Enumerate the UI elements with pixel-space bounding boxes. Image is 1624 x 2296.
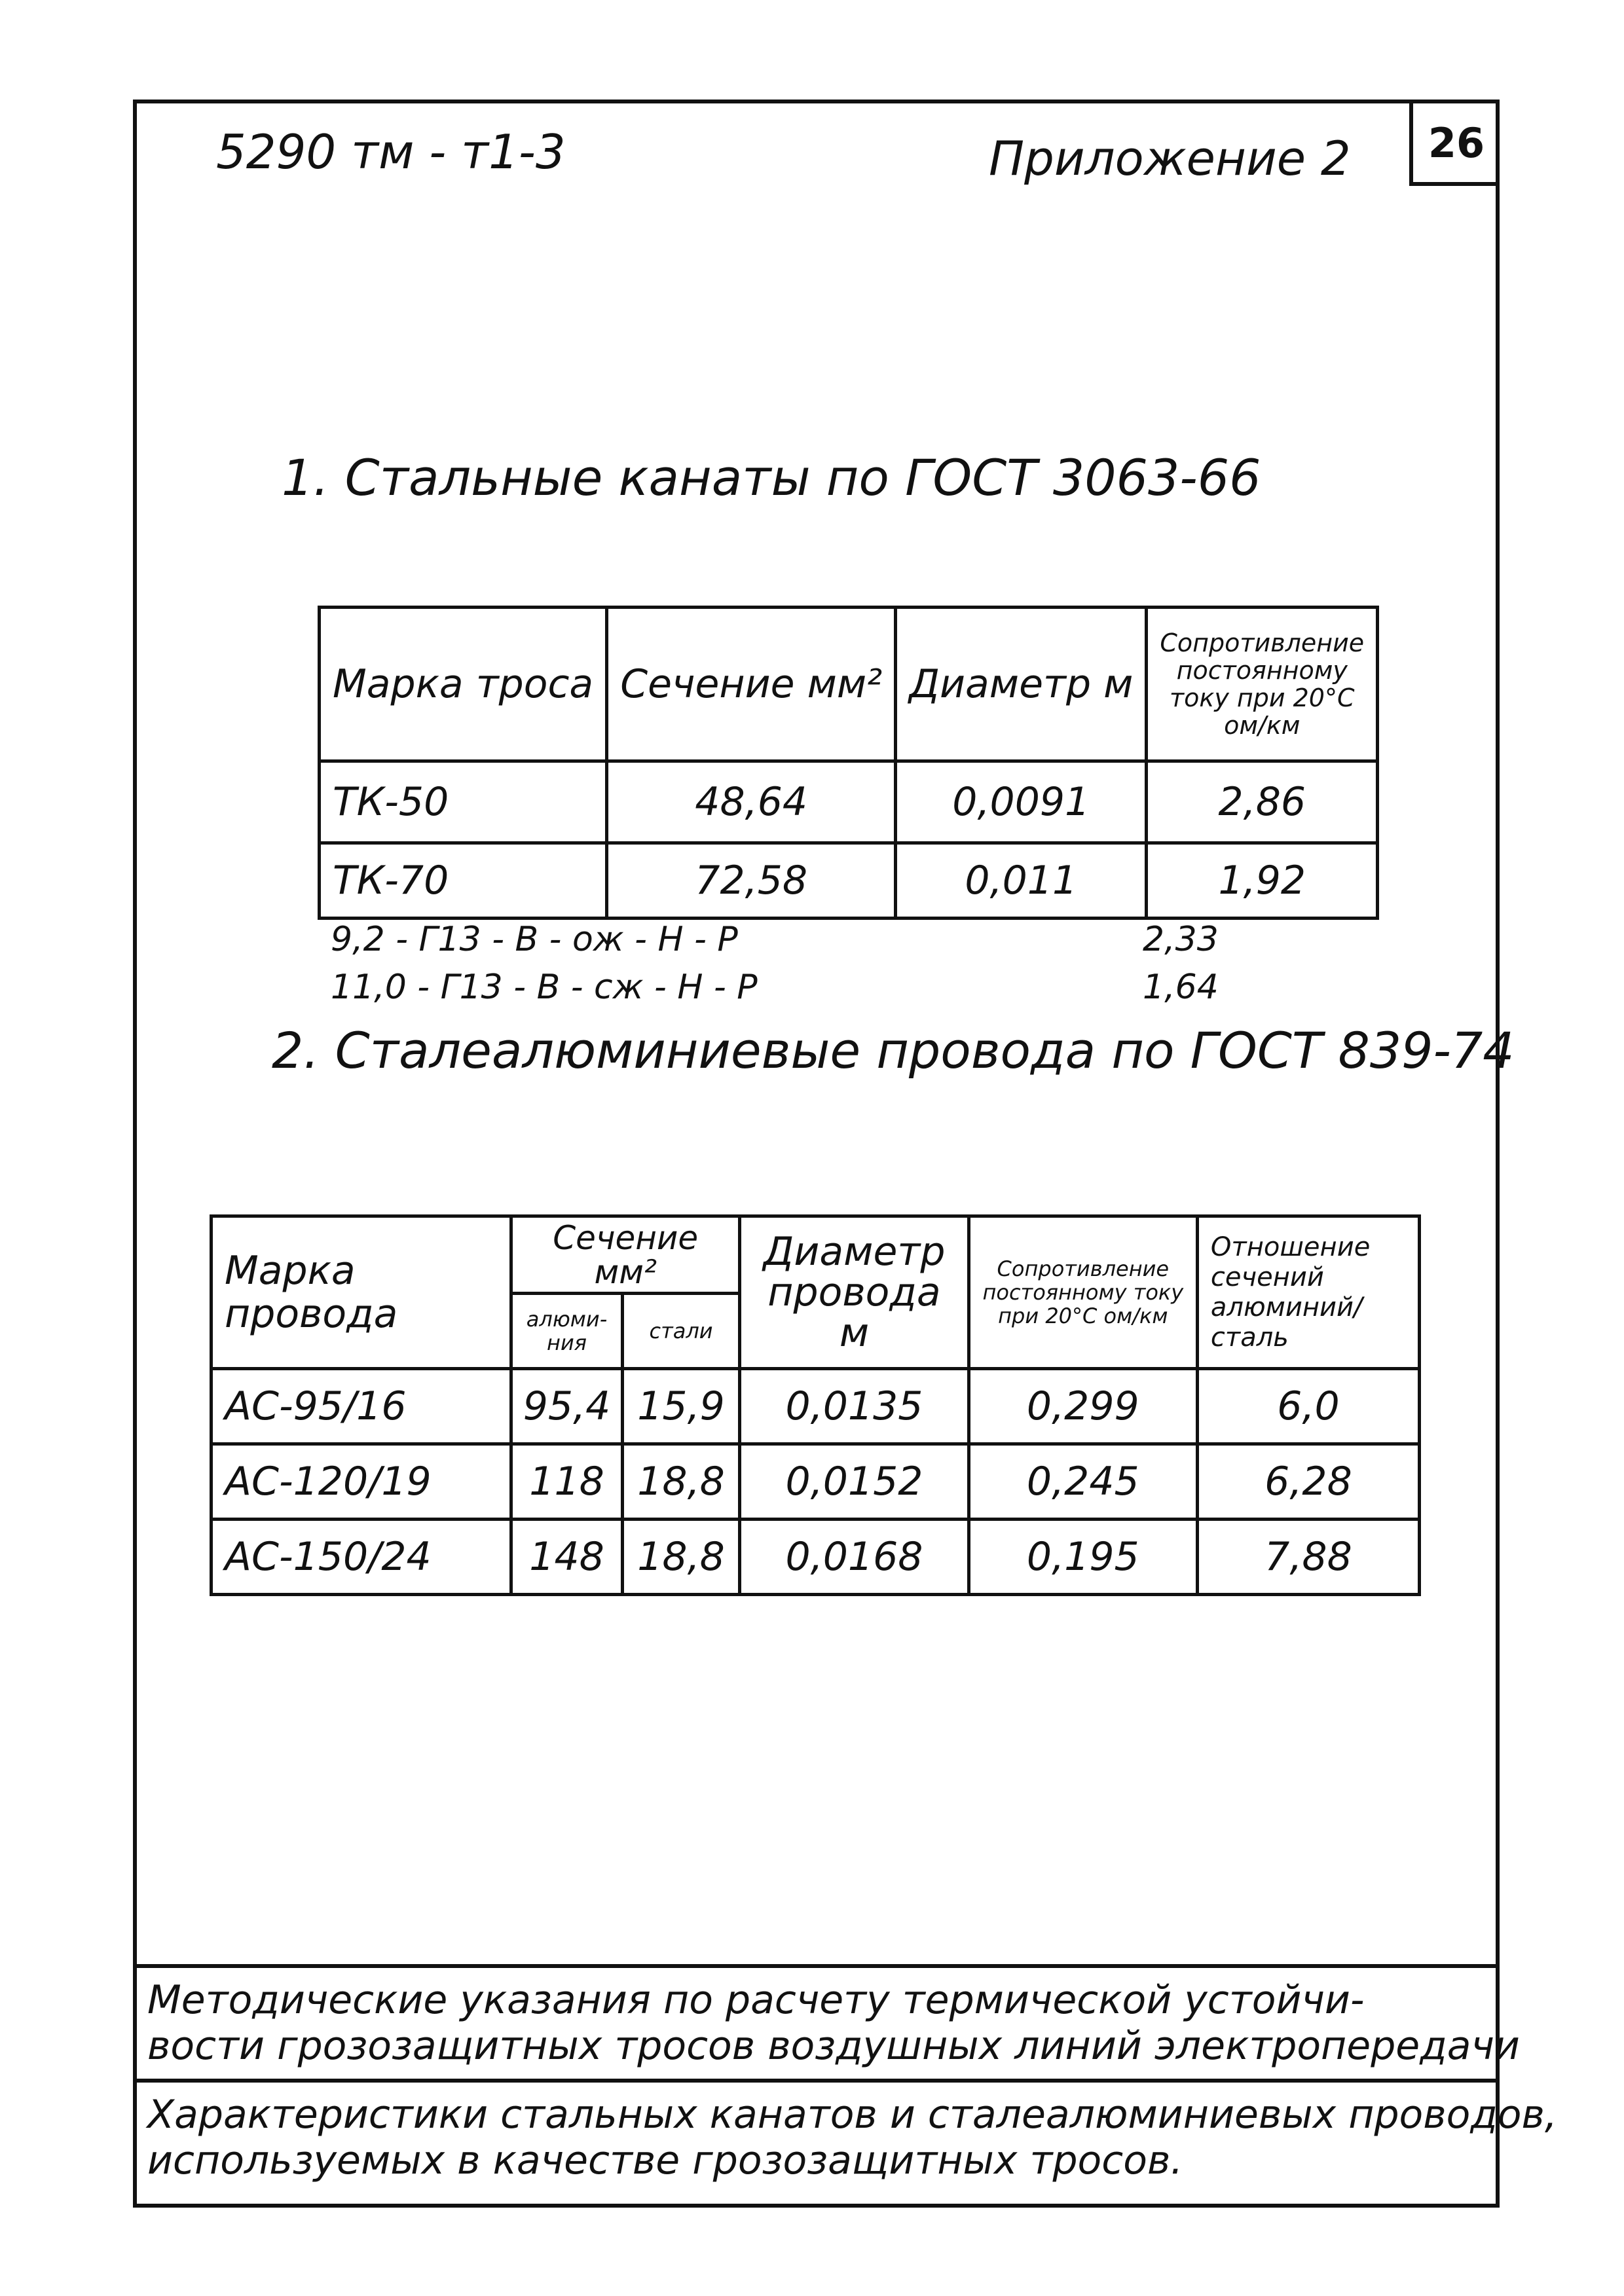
cell-resistance: 0,195: [969, 1520, 1197, 1595]
table-row: [212, 1369, 1420, 1444]
stamp-divider: [133, 2079, 1500, 2083]
cell-diameter: 0,0152: [740, 1444, 969, 1520]
table-row: [320, 761, 1378, 843]
note-value: 2,33: [1143, 920, 1219, 959]
cell-diameter: 0,0091: [896, 761, 1147, 843]
header-section: Сечение мм²: [607, 608, 896, 761]
steel-aluminum-wires-table: [210, 1214, 1421, 1596]
table-header-row: [320, 608, 1378, 761]
cell-ratio: 6,28: [1197, 1444, 1419, 1520]
cell-section: 72,58: [607, 843, 896, 919]
cell-resistance: 0,245: [969, 1444, 1197, 1520]
table-row: [212, 1444, 1420, 1520]
cell-resistance: 0,299: [969, 1369, 1197, 1444]
cell-diameter: 0,0135: [740, 1369, 969, 1444]
cell-steel: 18,8: [622, 1444, 739, 1520]
stamp-subtitle-line: используемых в качестве грозозащитных тросов.: [147, 2138, 1183, 2183]
header-ratio: Отношение сечений алюминий/сталь: [1197, 1216, 1419, 1369]
cell-mark: ТК-70: [320, 843, 607, 919]
cell-aluminum: 118: [511, 1444, 623, 1520]
header-mark: Марка троса: [320, 608, 607, 761]
header-resistance: Сопротивление постоянному току при 20°С ом/км: [969, 1216, 1197, 1369]
document-code: 5290 тм - т1-3: [216, 124, 566, 179]
cell-mark: АС-95/16: [212, 1369, 511, 1444]
header-diameter: Диаметр м: [896, 608, 1147, 761]
cell-mark: АС-150/24: [212, 1520, 511, 1595]
table-row: [212, 1520, 1420, 1595]
appendix-label: Приложение 2: [989, 131, 1351, 186]
note-line: 9,2 - Г13 - В - ож - Н - Р: [331, 920, 738, 959]
steel-cables-table: [318, 606, 1379, 920]
header-resistance: Сопротивление постоянному току при 20°С ом/км: [1147, 608, 1378, 761]
note-line: 11,0 - Г13 - В - сж - Н - Р: [331, 968, 758, 1007]
header-aluminum: алюми-ния: [511, 1294, 623, 1369]
section1-heading: 1. Стальные канаты по ГОСТ 3063-66: [282, 448, 1261, 507]
cell-steel: 15,9: [622, 1369, 739, 1444]
cell-mark: АС-120/19: [212, 1444, 511, 1520]
section2-heading: 2. Сталеалюминиевые провода по ГОСТ 839-74: [272, 1021, 1515, 1080]
stamp-subtitle-line: Характеристики стальных канатов и сталеалюминиевых проводов,: [147, 2092, 1557, 2138]
cell-aluminum: 148: [511, 1520, 623, 1595]
cell-steel: 18,8: [622, 1520, 739, 1595]
cell-aluminum: 95,4: [511, 1369, 623, 1444]
cell-ratio: 7,88: [1197, 1520, 1419, 1595]
stamp-title-line: вости грозозащитных тросов воздушных линий электропередачи: [147, 2023, 1520, 2069]
note-value: 1,64: [1143, 968, 1219, 1007]
table-row: [320, 843, 1378, 919]
cell-resistance: 1,92: [1147, 843, 1378, 919]
table-header-row: [212, 1216, 1420, 1294]
cell-ratio: 6,0: [1197, 1369, 1419, 1444]
cell-mark: ТК-50: [320, 761, 607, 843]
stamp-title-line: Методические указания по расчету термической устойчи-: [147, 1977, 1365, 2023]
header-mark: Марка провода: [212, 1216, 511, 1369]
header-steel: стали: [622, 1294, 739, 1369]
header-diameter: Диаметр провода м: [740, 1216, 969, 1369]
page-frame: [133, 100, 1500, 2208]
cell-diameter: 0,011: [896, 843, 1147, 919]
cell-section: 48,64: [607, 761, 896, 843]
cell-diameter: 0,0168: [740, 1520, 969, 1595]
header-section: Сечение мм²: [511, 1216, 740, 1294]
page-number: 26: [1409, 103, 1500, 186]
stamp-divider: [133, 1964, 1500, 1968]
cell-resistance: 2,86: [1147, 761, 1378, 843]
